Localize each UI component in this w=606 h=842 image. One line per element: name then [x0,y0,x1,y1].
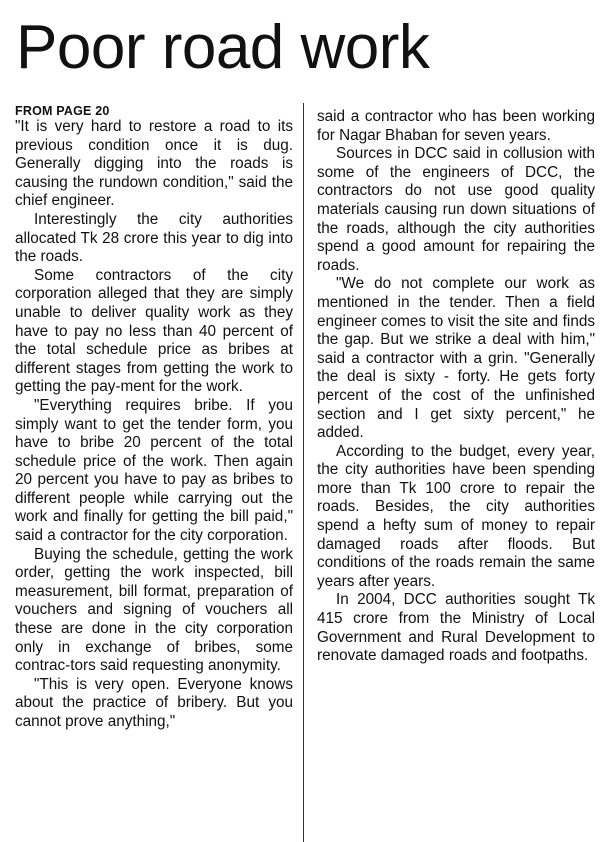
paragraph: said a contractor who has been working for Nagar Bhaban for seven years. [317,108,595,144]
paragraph: "Everything requires bribe. If you simply want to get the tender form, you have to bribe 20 percent of the total schedule price of the work. Then again 20 percent you have to pay as bribes to different people while carrying out the work and finally for getting the bill paid," said a contractor for the city corporation. [15,396,293,545]
headline: Poor road work [16,13,430,82]
paragraph: Sources in DCC said in collusion with some of the engineers of DCC, the contractors do not use good quality materials causing run down situations of the roads, although the city authorities spend a good amount for repairing the roads. [317,145,595,274]
left-column [15,104,293,732]
paragraph: According to the budget, every year, the city authorities have been spending more than Tk 100 crore to repair the roads. Besides, the city authorities spend a hefty sum of money to repair damaged roads after floods. But conditions of the roads remain the same years after years. [317,442,595,590]
column-divider [303,103,304,842]
paragraph: "It is very hard to restore a road to its previous condition once it is dug. Generally digging into the roads is causing the rundown condition," said the chief engineer. [15,118,293,210]
paragraph: In 2004, DCC authorities sought Tk 415 crore from the Ministry of Local Government and Rural Development to renovate damaged roads and footpaths. [317,591,595,665]
paragraph: Some contractors of the city corporation alleged that they are simply unable to deliver quality work as they have to pay no less than 40 percent of the total schedule price as bribes at different stages from getting the work to getting the pay-ment for the work. [15,266,293,396]
paragraph: Interestingly the city authorities allocated Tk 28 crore this year to dig into the roads. [15,210,293,266]
continuation-kicker: FROM PAGE 20 [15,104,110,118]
paragraph: Buying the schedule, getting the work order, getting the work inspected, bill measurement, bill format, preparation of vouchers and signing of vouchers all these are done in the city corporation only in exchange of bribes, some contrac-tors said requesting anonymity. [15,545,293,675]
right-column [317,108,595,666]
paragraph: "We do not complete our work as mentioned in the tender. Then a field engineer comes to visit the site and finds the gap. But we strike a deal with him," said a contractor with a grin. "Generally the deal is sixty - forty. He gets forty percent of the cost of the unfinished section and I get sixty percent," he added. [317,275,595,442]
paragraph: "This is very open. Everyone knows about the practice of bribery. But you cannot prove anything," [15,675,293,730]
